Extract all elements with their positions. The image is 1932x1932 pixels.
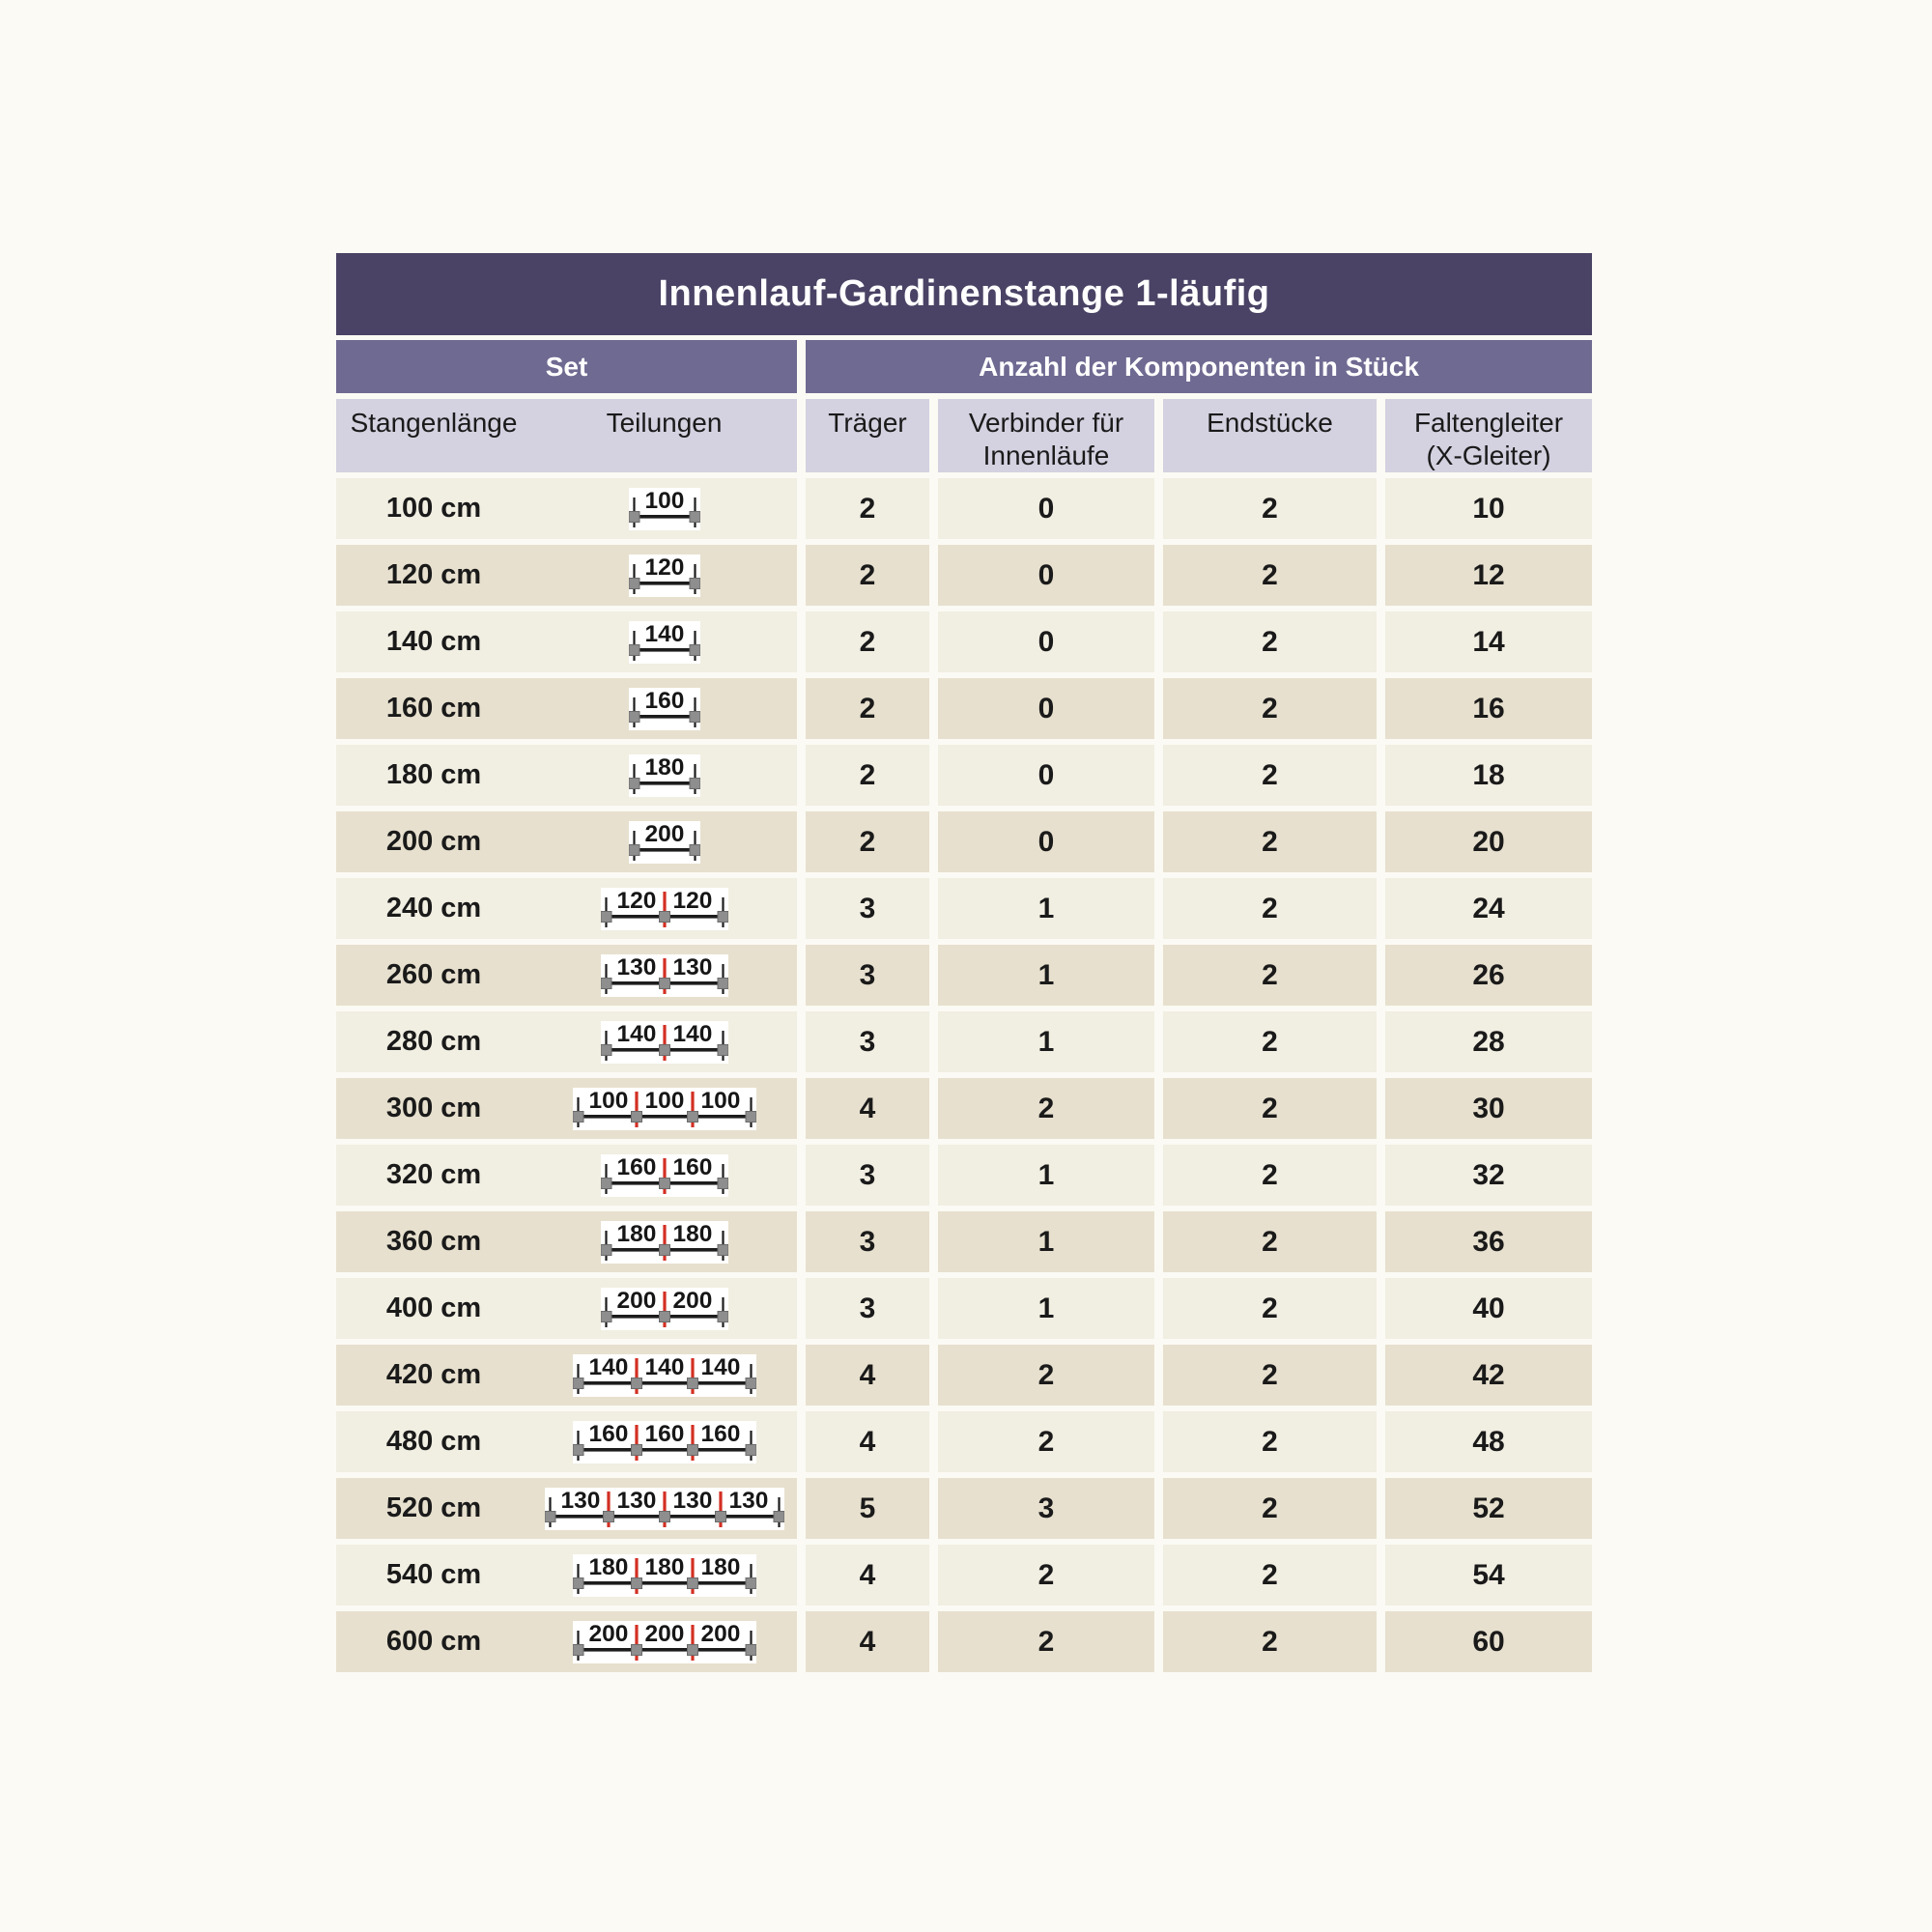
svg-text:160: 160 — [616, 1153, 656, 1180]
set-cell — [336, 1611, 797, 1672]
table-row — [336, 1145, 1592, 1206]
svg-text:130: 130 — [672, 1487, 712, 1514]
rod-length: 540 cm — [385, 1559, 482, 1590]
rod-division-diagram — [531, 1221, 797, 1264]
verbinder-value: 0 — [938, 611, 1154, 672]
column-header-row — [336, 399, 1592, 472]
rod-diagram-svg — [573, 1088, 756, 1130]
verbinder-value: 1 — [938, 878, 1154, 939]
svg-text:160: 160 — [672, 1153, 712, 1180]
rod-length: 520 cm — [385, 1492, 482, 1523]
set-cell — [336, 945, 797, 1006]
verbinder-value: 0 — [938, 678, 1154, 739]
faltengleiter-value: 10 — [1385, 478, 1592, 539]
table-title: Innenlauf-Gardinenstange 1-läufig — [336, 253, 1592, 335]
table-row — [336, 1478, 1592, 1539]
set-cell — [336, 1545, 797, 1605]
faltengleiter-value: 26 — [1385, 945, 1592, 1006]
svg-text:130: 130 — [560, 1487, 600, 1514]
faltengleiter-value: 12 — [1385, 545, 1592, 606]
column-header-endstuecke: Endstücke — [1163, 399, 1377, 472]
table-row — [336, 1345, 1592, 1406]
verbinder-value: 1 — [938, 1278, 1154, 1339]
traeger-value: 2 — [806, 678, 929, 739]
column-header-traeger: Träger — [806, 399, 929, 472]
svg-text:180: 180 — [644, 753, 684, 781]
table-row — [336, 1211, 1592, 1272]
column-header-set — [336, 399, 797, 472]
table-row — [336, 878, 1592, 939]
verbinder-value: 1 — [938, 1145, 1154, 1206]
svg-text:180: 180 — [672, 1220, 712, 1247]
rod-division-diagram — [531, 488, 797, 530]
svg-text:130: 130 — [616, 953, 656, 980]
traeger-value: 4 — [806, 1078, 929, 1139]
rod-diagram-svg — [629, 688, 700, 730]
set-cell — [336, 1078, 797, 1139]
set-cell — [336, 878, 797, 939]
faltengleiter-value: 54 — [1385, 1545, 1592, 1605]
rod-diagram-svg — [601, 1288, 728, 1330]
endstuecke-value: 2 — [1163, 811, 1377, 872]
rod-diagram-svg — [629, 754, 700, 797]
rod-division-diagram — [531, 1088, 797, 1130]
set-cell — [336, 1345, 797, 1406]
svg-text:140: 140 — [616, 1020, 656, 1047]
rod-division-diagram — [531, 1354, 797, 1397]
faltengleiter-value: 52 — [1385, 1478, 1592, 1539]
group-header-row — [336, 340, 1592, 393]
rod-diagram-svg — [629, 554, 700, 597]
rod-length: 260 cm — [385, 959, 482, 990]
table-row — [336, 1078, 1592, 1139]
traeger-value: 4 — [806, 1611, 929, 1672]
rod-length: 140 cm — [385, 626, 482, 657]
endstuecke-value: 2 — [1163, 945, 1377, 1006]
rod-division-diagram — [531, 1621, 797, 1663]
table-row — [336, 678, 1592, 739]
rod-length: 160 cm — [385, 693, 482, 724]
endstuecke-value: 2 — [1163, 745, 1377, 806]
verbinder-value: 2 — [938, 1611, 1154, 1672]
svg-text:200: 200 — [616, 1287, 656, 1314]
set-cell — [336, 811, 797, 872]
group-header-components: Anzahl der Komponenten in Stück — [806, 340, 1592, 393]
svg-text:180: 180 — [588, 1553, 628, 1580]
set-cell — [336, 1478, 797, 1539]
rod-diagram-svg — [573, 1554, 756, 1597]
rod-diagram-svg — [601, 888, 728, 930]
table-row — [336, 811, 1592, 872]
rod-diagram-svg — [601, 1021, 728, 1064]
rod-division-diagram — [531, 754, 797, 797]
rod-diagram-svg — [573, 1421, 756, 1463]
traeger-value: 4 — [806, 1411, 929, 1472]
set-cell — [336, 1011, 797, 1072]
rod-diagram-svg — [629, 621, 700, 664]
faltengleiter-value: 20 — [1385, 811, 1592, 872]
traeger-value: 2 — [806, 811, 929, 872]
verbinder-value: 0 — [938, 811, 1154, 872]
traeger-value: 2 — [806, 545, 929, 606]
verbinder-value: 3 — [938, 1478, 1154, 1539]
rod-length: 280 cm — [385, 1026, 482, 1057]
faltengleiter-value: 32 — [1385, 1145, 1592, 1206]
svg-text:160: 160 — [700, 1420, 740, 1447]
column-header-teilungen: Teilungen — [606, 408, 723, 438]
faltengleiter-value: 14 — [1385, 611, 1592, 672]
endstuecke-value: 2 — [1163, 611, 1377, 672]
rod-division-diagram — [531, 888, 797, 930]
endstuecke-value: 2 — [1163, 1478, 1377, 1539]
rod-division-diagram — [531, 1021, 797, 1064]
component-table — [336, 253, 1592, 1672]
table-row — [336, 478, 1592, 539]
verbinder-value: 2 — [938, 1078, 1154, 1139]
endstuecke-value: 2 — [1163, 1411, 1377, 1472]
set-cell — [336, 1145, 797, 1206]
svg-text:140: 140 — [644, 620, 684, 647]
svg-text:100: 100 — [588, 1087, 628, 1114]
rod-length: 180 cm — [385, 759, 482, 790]
rod-length: 200 cm — [385, 826, 482, 857]
faltengleiter-value: 16 — [1385, 678, 1592, 739]
endstuecke-value: 2 — [1163, 1545, 1377, 1605]
set-cell — [336, 1211, 797, 1272]
verbinder-value: 2 — [938, 1411, 1154, 1472]
table-row — [336, 945, 1592, 1006]
rod-division-diagram — [531, 554, 797, 597]
traeger-value: 2 — [806, 478, 929, 539]
rod-length: 100 cm — [385, 493, 482, 524]
endstuecke-value: 2 — [1163, 1078, 1377, 1139]
svg-text:100: 100 — [644, 487, 684, 514]
rod-division-diagram — [531, 1488, 797, 1530]
set-cell — [336, 1411, 797, 1472]
endstuecke-value: 2 — [1163, 545, 1377, 606]
traeger-value: 2 — [806, 745, 929, 806]
svg-text:180: 180 — [700, 1553, 740, 1580]
set-cell — [336, 678, 797, 739]
endstuecke-value: 2 — [1163, 1145, 1377, 1206]
verbinder-value: 0 — [938, 545, 1154, 606]
rod-division-diagram — [531, 1421, 797, 1463]
rod-length: 360 cm — [385, 1226, 482, 1257]
set-cell — [336, 745, 797, 806]
svg-text:200: 200 — [672, 1287, 712, 1314]
verbinder-value: 0 — [938, 745, 1154, 806]
set-cell — [336, 611, 797, 672]
rod-diagram-svg — [573, 1354, 756, 1397]
faltengleiter-value: 30 — [1385, 1078, 1592, 1139]
set-cell — [336, 478, 797, 539]
faltengleiter-value: 36 — [1385, 1211, 1592, 1272]
rod-division-diagram — [531, 688, 797, 730]
traeger-value: 4 — [806, 1345, 929, 1406]
table-row — [336, 545, 1592, 606]
rod-division-diagram — [531, 821, 797, 864]
rod-division-diagram — [531, 1154, 797, 1197]
faltengleiter-value: 28 — [1385, 1011, 1592, 1072]
rod-diagram-svg — [601, 954, 728, 997]
faltengleiter-value: 40 — [1385, 1278, 1592, 1339]
column-header-stangenlaenge: Stangenlänge — [350, 408, 518, 438]
verbinder-value: 1 — [938, 945, 1154, 1006]
svg-text:200: 200 — [644, 1620, 684, 1647]
traeger-value: 4 — [806, 1545, 929, 1605]
svg-text:130: 130 — [728, 1487, 768, 1514]
svg-text:180: 180 — [644, 1553, 684, 1580]
rod-diagram-svg — [545, 1488, 784, 1530]
svg-text:120: 120 — [644, 554, 684, 581]
rod-diagram-svg — [629, 488, 700, 530]
endstuecke-value: 2 — [1163, 478, 1377, 539]
rod-length: 300 cm — [385, 1093, 482, 1123]
svg-text:100: 100 — [644, 1087, 684, 1114]
traeger-value: 3 — [806, 1211, 929, 1272]
faltengleiter-value: 48 — [1385, 1411, 1592, 1472]
endstuecke-value: 2 — [1163, 678, 1377, 739]
faltengleiter-value: 18 — [1385, 745, 1592, 806]
rod-length: 320 cm — [385, 1159, 482, 1190]
endstuecke-value: 2 — [1163, 1345, 1377, 1406]
endstuecke-value: 2 — [1163, 878, 1377, 939]
verbinder-value: 2 — [938, 1545, 1154, 1605]
svg-text:140: 140 — [644, 1353, 684, 1380]
rod-division-diagram — [531, 1288, 797, 1330]
column-header-verbinder: Verbinder für Innenläufe — [938, 399, 1154, 472]
endstuecke-value: 2 — [1163, 1611, 1377, 1672]
faltengleiter-value: 60 — [1385, 1611, 1592, 1672]
svg-text:140: 140 — [672, 1020, 712, 1047]
traeger-value: 3 — [806, 945, 929, 1006]
verbinder-value: 0 — [938, 478, 1154, 539]
column-header-faltengleiter: Faltengleiter (X-Gleiter) — [1385, 399, 1592, 472]
svg-text:160: 160 — [644, 687, 684, 714]
svg-text:200: 200 — [588, 1620, 628, 1647]
rod-length: 600 cm — [385, 1626, 482, 1657]
svg-text:130: 130 — [672, 953, 712, 980]
rod-length: 480 cm — [385, 1426, 482, 1457]
svg-text:200: 200 — [644, 820, 684, 847]
faltengleiter-value: 24 — [1385, 878, 1592, 939]
table-row — [336, 611, 1592, 672]
traeger-value: 5 — [806, 1478, 929, 1539]
rod-division-diagram — [531, 954, 797, 997]
rod-diagram-svg — [601, 1221, 728, 1264]
verbinder-value: 1 — [938, 1011, 1154, 1072]
rod-diagram-svg — [573, 1621, 756, 1663]
svg-text:140: 140 — [700, 1353, 740, 1380]
set-cell — [336, 545, 797, 606]
group-header-set: Set — [336, 340, 797, 393]
traeger-value: 3 — [806, 1145, 929, 1206]
set-cell — [336, 1278, 797, 1339]
traeger-value: 2 — [806, 611, 929, 672]
svg-text:140: 140 — [588, 1353, 628, 1380]
faltengleiter-value: 42 — [1385, 1345, 1592, 1406]
table-row — [336, 1545, 1592, 1605]
endstuecke-value: 2 — [1163, 1211, 1377, 1272]
table-row — [336, 1611, 1592, 1672]
table-row — [336, 1278, 1592, 1339]
traeger-value: 3 — [806, 878, 929, 939]
rod-division-diagram — [531, 621, 797, 664]
table-row — [336, 1411, 1592, 1472]
svg-text:100: 100 — [700, 1087, 740, 1114]
endstuecke-value: 2 — [1163, 1278, 1377, 1339]
rod-length: 420 cm — [385, 1359, 482, 1390]
verbinder-value: 1 — [938, 1211, 1154, 1272]
svg-text:160: 160 — [588, 1420, 628, 1447]
rod-division-diagram — [531, 1554, 797, 1597]
rod-length: 240 cm — [385, 893, 482, 923]
rod-diagram-svg — [629, 821, 700, 864]
rod-length: 400 cm — [385, 1293, 482, 1323]
svg-text:130: 130 — [616, 1487, 656, 1514]
table-rows — [336, 478, 1592, 1672]
endstuecke-value: 2 — [1163, 1011, 1377, 1072]
table-row — [336, 745, 1592, 806]
svg-text:180: 180 — [616, 1220, 656, 1247]
table-row — [336, 1011, 1592, 1072]
svg-text:120: 120 — [672, 887, 712, 914]
verbinder-value: 2 — [938, 1345, 1154, 1406]
rod-length: 120 cm — [385, 559, 482, 590]
rod-diagram-svg — [601, 1154, 728, 1197]
traeger-value: 3 — [806, 1011, 929, 1072]
svg-text:160: 160 — [644, 1420, 684, 1447]
svg-text:120: 120 — [616, 887, 656, 914]
svg-text:200: 200 — [700, 1620, 740, 1647]
traeger-value: 3 — [806, 1278, 929, 1339]
